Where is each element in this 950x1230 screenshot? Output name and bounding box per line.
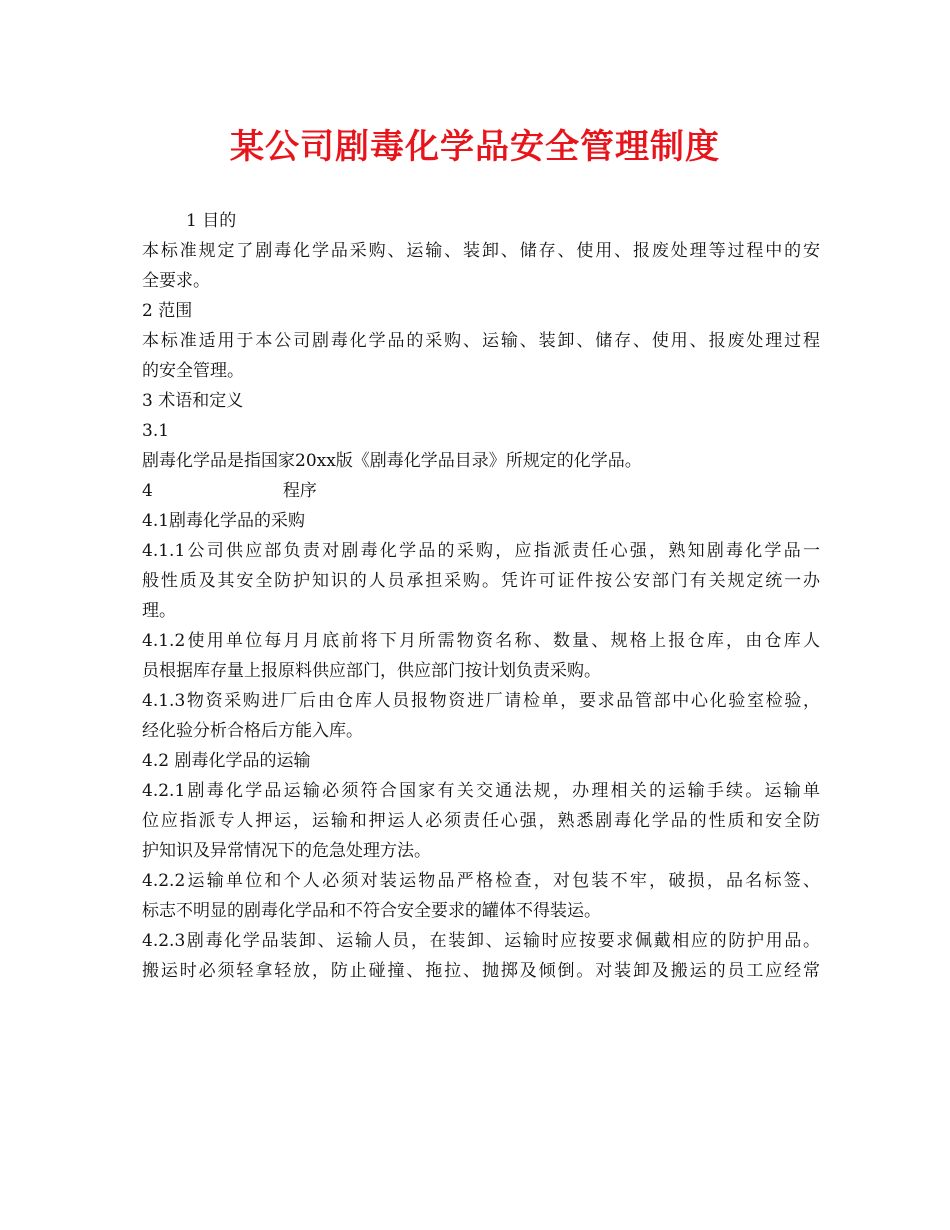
paragraph-line: 4.2.2运输单位和个人必须对装运物品严格检查，对包装不牢，破损，品名标签、 [142,871,820,891]
paragraph-line: 标志不明显的剧毒化学品和不符合安全要求的罐体不得装运。 [142,901,601,921]
paragraph-line: 4.2.1剧毒化学品运输必须符合国家有关交通法规，办理相关的运输手续。运输单 [142,781,820,801]
paragraph-line: 4.1.1公司供应部负责对剧毒化学品的采购，应指派责任心强，熟知剧毒化学品一 [142,541,820,561]
paragraph-line: 理。 [142,601,176,621]
paragraph-line: 全要求。 [142,271,210,291]
paragraph-line: 护知识及异常情况下的危急处理方法。 [142,841,431,861]
document-body [142,206,820,986]
paragraph-line: 剧毒化学品是指国家20xx版《剧毒化学品目录》所规定的化学品。 [142,451,642,471]
section-number: 4 [142,481,153,501]
paragraph-line: 4.1.3物资采购进厂后由仓库人员报物资进厂请检单，要求品管部中心化验室检验， [142,691,820,711]
paragraph-line: 经化验分析合格后方能入库。 [142,721,363,741]
paragraph-line: 的安全管理。 [142,361,244,381]
document-title: 某公司剧毒化学品安全管理制度 [230,127,720,167]
paragraph-line: 般性质及其安全防护知识的人员承担采购。凭许可证件按公安部门有关规定统一办 [142,571,820,591]
subsection-heading: 3.1 [142,421,170,441]
paragraph-line: 4.2.3剧毒化学品装卸、运输人员，在装卸、运输时应按要求佩戴相应的防护用品。 [142,931,820,951]
subsection-heading: 4.2 剧毒化学品的运输 [142,751,311,771]
section-heading: 3 术语和定义 [142,391,244,411]
paragraph-line: 本标准适用于本公司剧毒化学品的采购、运输、装卸、储存、使用、报废处理过程 [142,331,820,351]
subsection-heading: 4.1剧毒化学品的采购 [142,511,306,531]
paragraph-line: 位应指派专人押运，运输和押运人必须责任心强，熟悉剧毒化学品的性质和安全防 [142,811,820,831]
paragraph-line: 本标准规定了剧毒化学品采购、运输、装卸、储存、使用、报废处理等过程中的安 [142,241,820,261]
section-title: 程序 [282,481,317,501]
section-heading: 1 目的 [186,211,237,231]
section-heading: 2 范围 [142,301,193,321]
paragraph-line: 4.1.2使用单位每月月底前将下月所需物资名称、数量、规格上报仓库，由仓库人 [142,631,820,651]
paragraph-line: 员根据库存量上报原料供应部门，供应部门按计划负责采购。 [142,661,601,681]
section-heading [142,476,820,506]
paragraph-line: 搬运时必须轻拿轻放，防止碰撞、拖拉、抛掷及倾倒。对装卸及搬运的员工应经常 [142,961,820,981]
